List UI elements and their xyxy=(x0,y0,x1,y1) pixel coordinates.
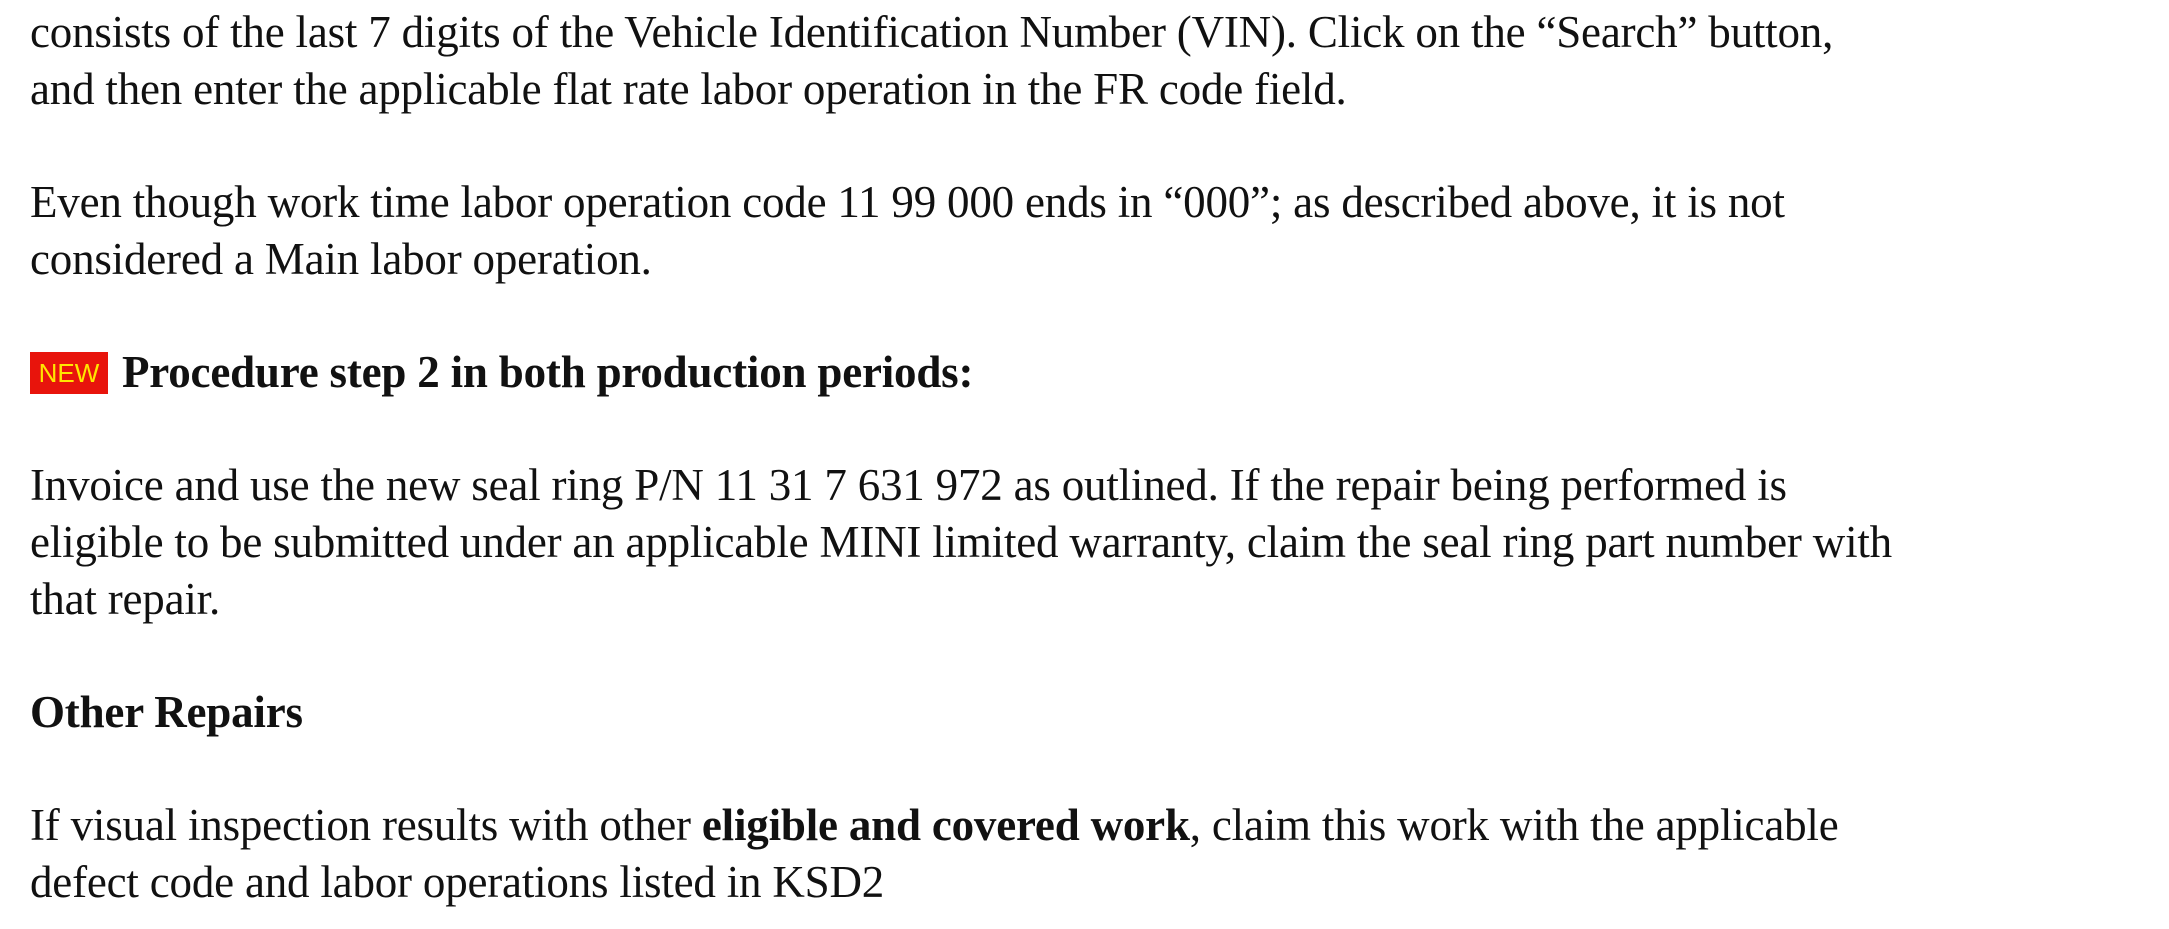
spacer xyxy=(30,741,2160,797)
spacer xyxy=(30,118,2160,174)
paragraph-line: defect code and labor operations listed in KSD2 xyxy=(30,857,885,907)
spacer xyxy=(30,401,2160,457)
text-run: If visual inspection results with other xyxy=(30,800,702,850)
paragraph-main-labor-operation xyxy=(30,174,2160,288)
paragraph-seal-ring xyxy=(30,457,2160,628)
spacer xyxy=(30,288,2160,344)
paragraph-line: considered a Main labor operation. xyxy=(30,234,652,284)
paragraph-vin-search xyxy=(30,4,2160,118)
procedure-step-heading xyxy=(30,344,2160,401)
paragraph-line xyxy=(30,797,2160,854)
paragraph-line: Invoice and use the new seal ring P/N 11 31 7 631 972 as outlined. If the repair being performed is xyxy=(30,460,1787,510)
paragraph-line: that repair. xyxy=(30,574,221,624)
paragraph-line: consists of the last 7 digits of the Vehicle Identification Number (VIN). Click on the “Search” button, xyxy=(30,7,1834,57)
new-badge-icon: NEW xyxy=(30,352,108,394)
other-repairs-heading: Other Repairs xyxy=(30,687,303,737)
paragraph-other-repairs xyxy=(30,797,2160,911)
spacer xyxy=(30,628,2160,684)
bold-text-run: eligible and covered work xyxy=(701,800,1190,850)
document-body xyxy=(30,4,2160,911)
paragraph-line: and then enter the applicable flat rate labor operation in the FR code field. xyxy=(30,64,1347,114)
text-run: , claim this work with the applicable xyxy=(1189,800,1839,850)
paragraph-line: Even though work time labor operation code 11 99 000 ends in “000”; as described above, it is not xyxy=(30,177,1785,227)
paragraph-line: eligible to be submitted under an applicable MINI limited warranty, claim the seal ring part number with xyxy=(30,517,1892,567)
procedure-step-title: Procedure step 2 in both production periods: xyxy=(122,347,974,397)
